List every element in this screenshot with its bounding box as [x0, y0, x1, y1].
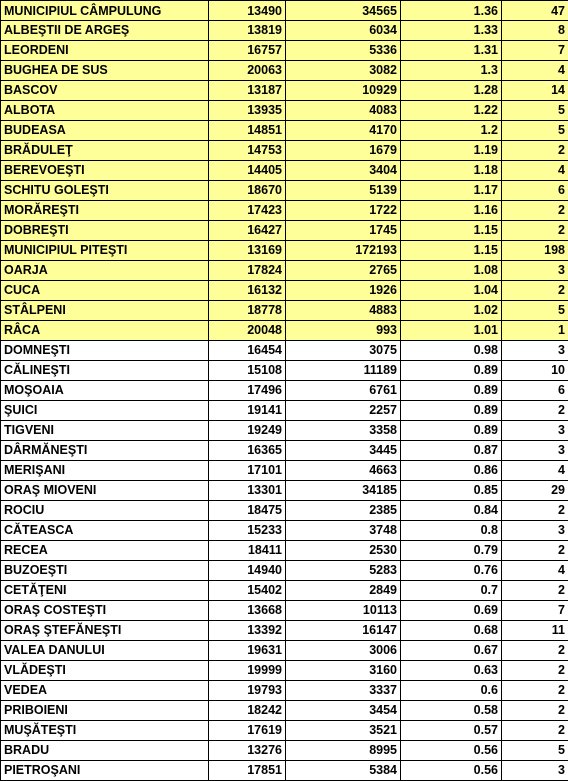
cell-count[interactable]: 2 [502, 401, 568, 421]
cell-population[interactable]: 172193 [286, 241, 401, 261]
cell-population[interactable]: 6761 [286, 381, 401, 401]
cell-count[interactable]: 2 [502, 141, 568, 161]
cell-count[interactable]: 2 [502, 641, 568, 661]
cell-count[interactable]: 3 [502, 261, 568, 281]
table-row [1, 441, 568, 461]
cell-code[interactable]: 14940 [209, 561, 286, 581]
cell-count[interactable]: 2 [502, 701, 568, 721]
cell-locality-name[interactable]: ORAŞ ŞTEFĂNEŞTI [1, 621, 209, 641]
cell-ratio[interactable]: 0.87 [401, 441, 502, 461]
cell-locality-name[interactable]: DÂRMĂNEŞTI [1, 441, 209, 461]
cell-population[interactable]: 1722 [286, 201, 401, 221]
table-row [1, 581, 568, 601]
cell-count[interactable]: 2 [502, 681, 568, 701]
table-row [1, 501, 568, 521]
cell-ratio[interactable]: 0.56 [401, 761, 502, 781]
cell-ratio[interactable]: 1.36 [401, 1, 502, 21]
cell-population[interactable]: 3748 [286, 521, 401, 541]
cell-ratio[interactable]: 0.68 [401, 621, 502, 641]
table-row [1, 21, 568, 41]
cell-population[interactable]: 10929 [286, 81, 401, 101]
cell-locality-name[interactable]: SCHITU GOLEŞTI [1, 181, 209, 201]
cell-ratio[interactable]: 1.16 [401, 201, 502, 221]
cell-locality-name[interactable]: BUGHEA DE SUS [1, 61, 209, 81]
cell-ratio[interactable]: 0.79 [401, 541, 502, 561]
table-row [1, 61, 568, 81]
cell-code[interactable]: 13301 [209, 481, 286, 501]
table-row [1, 81, 568, 101]
table-row [1, 701, 568, 721]
cell-population[interactable]: 8995 [286, 741, 401, 761]
cell-population[interactable]: 3082 [286, 61, 401, 81]
cell-count[interactable]: 1 [502, 321, 568, 341]
cell-population[interactable]: 3075 [286, 341, 401, 361]
cell-code[interactable]: 16132 [209, 281, 286, 301]
cell-population[interactable]: 1679 [286, 141, 401, 161]
cell-code[interactable]: 15402 [209, 581, 286, 601]
cell-ratio[interactable]: 0.84 [401, 501, 502, 521]
cell-locality-name[interactable]: BUZOEŞTI [1, 561, 209, 581]
cell-locality-name[interactable]: BUDEASA [1, 121, 209, 141]
cell-count[interactable]: 5 [502, 101, 568, 121]
cell-ratio[interactable]: 0.6 [401, 681, 502, 701]
cell-population[interactable]: 3445 [286, 441, 401, 461]
table-row [1, 721, 568, 741]
cell-ratio[interactable]: 0.85 [401, 481, 502, 501]
cell-ratio[interactable]: 1.2 [401, 121, 502, 141]
cell-code[interactable]: 18778 [209, 301, 286, 321]
table-row [1, 241, 568, 261]
cell-locality-name[interactable]: MERIŞANI [1, 461, 209, 481]
table-row [1, 561, 568, 581]
cell-locality-name[interactable]: BEREVOEŞTI [1, 161, 209, 181]
cell-ratio[interactable]: 1.15 [401, 241, 502, 261]
cell-code[interactable]: 17824 [209, 261, 286, 281]
cell-locality-name[interactable]: ALBOTA [1, 101, 209, 121]
cell-population[interactable]: 3337 [286, 681, 401, 701]
cell-population[interactable]: 3006 [286, 641, 401, 661]
cell-code[interactable]: 16427 [209, 221, 286, 241]
cell-code[interactable]: 16365 [209, 441, 286, 461]
cell-code[interactable]: 20063 [209, 61, 286, 81]
cell-population[interactable]: 993 [286, 321, 401, 341]
table-row [1, 261, 568, 281]
cell-count[interactable]: 2 [502, 721, 568, 741]
table-row [1, 541, 568, 561]
cell-population[interactable]: 2765 [286, 261, 401, 281]
cell-code[interactable]: 15108 [209, 361, 286, 381]
cell-ratio[interactable]: 0.89 [401, 381, 502, 401]
cell-code[interactable]: 17423 [209, 201, 286, 221]
cell-code[interactable]: 19249 [209, 421, 286, 441]
cell-locality-name[interactable]: TIGVENI [1, 421, 209, 441]
cell-ratio[interactable]: 1.04 [401, 281, 502, 301]
cell-code[interactable]: 16757 [209, 41, 286, 61]
cell-locality-name[interactable]: MUNICIPIUL PITEŞTI [1, 241, 209, 261]
table-row [1, 421, 568, 441]
cell-locality-name[interactable]: ŞUICI [1, 401, 209, 421]
cell-count[interactable]: 7 [502, 601, 568, 621]
cell-locality-name[interactable]: CĂTEASCA [1, 521, 209, 541]
cell-code[interactable]: 13276 [209, 741, 286, 761]
table-row [1, 281, 568, 301]
cell-count[interactable]: 5 [502, 121, 568, 141]
cell-ratio[interactable]: 0.98 [401, 341, 502, 361]
cell-ratio[interactable]: 0.63 [401, 661, 502, 681]
cell-count[interactable]: 2 [502, 541, 568, 561]
cell-ratio[interactable]: 0.76 [401, 561, 502, 581]
cell-code[interactable]: 16454 [209, 341, 286, 361]
cell-locality-name[interactable]: OARJA [1, 261, 209, 281]
table-row [1, 641, 568, 661]
cell-count[interactable]: 3 [502, 761, 568, 781]
cell-code[interactable]: 14851 [209, 121, 286, 141]
cell-code[interactable]: 15233 [209, 521, 286, 541]
table-row [1, 661, 568, 681]
cell-ratio[interactable]: 0.7 [401, 581, 502, 601]
cell-locality-name[interactable]: LEORDENI [1, 41, 209, 61]
cell-code[interactable]: 19141 [209, 401, 286, 421]
cell-code[interactable]: 18670 [209, 181, 286, 201]
cell-code[interactable]: 14753 [209, 141, 286, 161]
cell-code[interactable]: 18475 [209, 501, 286, 521]
cell-code[interactable]: 18411 [209, 541, 286, 561]
cell-code[interactable]: 19793 [209, 681, 286, 701]
cell-population[interactable]: 1926 [286, 281, 401, 301]
cell-count[interactable]: 5 [502, 301, 568, 321]
cell-code[interactable]: 14405 [209, 161, 286, 181]
table-row [1, 41, 568, 61]
cell-ratio[interactable]: 1.22 [401, 101, 502, 121]
cell-code[interactable]: 17496 [209, 381, 286, 401]
cell-ratio[interactable]: 1.08 [401, 261, 502, 281]
cell-ratio[interactable]: 0.67 [401, 641, 502, 661]
cell-population[interactable]: 2385 [286, 501, 401, 521]
cell-count[interactable]: 2 [502, 661, 568, 681]
cell-code[interactable]: 13169 [209, 241, 286, 261]
cell-population[interactable]: 5384 [286, 761, 401, 781]
cell-count[interactable]: 4 [502, 561, 568, 581]
cell-locality-name[interactable]: DOMNEŞTI [1, 341, 209, 361]
cell-count[interactable]: 4 [502, 461, 568, 481]
table-row [1, 521, 568, 541]
cell-ratio[interactable]: 1.18 [401, 161, 502, 181]
cell-count[interactable]: 2 [502, 501, 568, 521]
table-row [1, 121, 568, 141]
cell-locality-name[interactable]: MORĂREŞTI [1, 201, 209, 221]
cell-locality-name[interactable]: PRIBOIENI [1, 701, 209, 721]
cell-code[interactable]: 18242 [209, 701, 286, 721]
cell-code[interactable]: 19631 [209, 641, 286, 661]
cell-ratio[interactable]: 1.17 [401, 181, 502, 201]
table-row [1, 221, 568, 241]
table-row [1, 621, 568, 641]
cell-locality-name[interactable]: DOBREŞTI [1, 221, 209, 241]
cell-population[interactable]: 3521 [286, 721, 401, 741]
table-row [1, 741, 568, 761]
cell-count[interactable]: 2 [502, 221, 568, 241]
table-row [1, 161, 568, 181]
cell-ratio[interactable]: 1.01 [401, 321, 502, 341]
cell-ratio[interactable]: 0.69 [401, 601, 502, 621]
cell-ratio[interactable]: 0.57 [401, 721, 502, 741]
cell-count[interactable]: 14 [502, 81, 568, 101]
table-row [1, 341, 568, 361]
cell-population[interactable]: 4883 [286, 301, 401, 321]
cell-locality-name[interactable]: ALBEŞTII DE ARGEŞ [1, 21, 209, 41]
cell-count[interactable]: 2 [502, 201, 568, 221]
cell-count[interactable]: 3 [502, 521, 568, 541]
cell-population[interactable]: 3404 [286, 161, 401, 181]
cell-locality-name[interactable]: MUNICIPIUL CÂMPULUNG [1, 1, 209, 21]
cell-count[interactable]: 6 [502, 181, 568, 201]
cell-ratio[interactable]: 1.3 [401, 61, 502, 81]
cell-population[interactable]: 10113 [286, 601, 401, 621]
cell-locality-name[interactable]: VLĂDEŞTI [1, 661, 209, 681]
cell-count[interactable]: 10 [502, 361, 568, 381]
cell-code[interactable]: 17101 [209, 461, 286, 481]
table-row [1, 681, 568, 701]
cell-locality-name[interactable]: BRADU [1, 741, 209, 761]
cell-count[interactable]: 5 [502, 741, 568, 761]
cell-population[interactable]: 4083 [286, 101, 401, 121]
cell-population[interactable]: 16147 [286, 621, 401, 641]
cell-ratio[interactable]: 0.56 [401, 741, 502, 761]
cell-count[interactable]: 4 [502, 161, 568, 181]
cell-count[interactable]: 8 [502, 21, 568, 41]
cell-locality-name[interactable]: ROCIU [1, 501, 209, 521]
table-row [1, 301, 568, 321]
cell-ratio[interactable]: 1.28 [401, 81, 502, 101]
cell-population[interactable]: 2849 [286, 581, 401, 601]
cell-count[interactable]: 3 [502, 441, 568, 461]
cell-ratio[interactable]: 1.19 [401, 141, 502, 161]
cell-population[interactable]: 3358 [286, 421, 401, 441]
cell-ratio[interactable]: 1.31 [401, 41, 502, 61]
cell-code[interactable]: 19999 [209, 661, 286, 681]
cell-code[interactable]: 17851 [209, 761, 286, 781]
cell-ratio[interactable]: 0.89 [401, 361, 502, 381]
cell-code[interactable]: 13819 [209, 21, 286, 41]
table-row [1, 461, 568, 481]
cell-ratio[interactable]: 0.89 [401, 421, 502, 441]
cell-count[interactable]: 198 [502, 241, 568, 261]
cell-count[interactable]: 29 [502, 481, 568, 501]
cell-population[interactable]: 1745 [286, 221, 401, 241]
table-row [1, 601, 568, 621]
cell-code[interactable]: 13392 [209, 621, 286, 641]
cell-locality-name[interactable]: CETĂŢENI [1, 581, 209, 601]
cell-population[interactable]: 5336 [286, 41, 401, 61]
table-row [1, 1, 568, 21]
table-row [1, 361, 568, 381]
cell-population[interactable]: 6034 [286, 21, 401, 41]
cell-locality-name[interactable]: MUŞĂTEŞTI [1, 721, 209, 741]
cell-count[interactable]: 47 [502, 1, 568, 21]
cell-code[interactable]: 17619 [209, 721, 286, 741]
cell-code[interactable]: 13668 [209, 601, 286, 621]
cell-population[interactable]: 11189 [286, 361, 401, 381]
cell-count[interactable]: 11 [502, 621, 568, 641]
cell-locality-name[interactable]: ORAŞ COSTEŞTI [1, 601, 209, 621]
cell-locality-name[interactable]: BRĂDULEŢ [1, 141, 209, 161]
cell-ratio[interactable]: 0.8 [401, 521, 502, 541]
cell-code[interactable]: 20048 [209, 321, 286, 341]
cell-count[interactable]: 4 [502, 61, 568, 81]
table-row [1, 141, 568, 161]
cell-population[interactable]: 2257 [286, 401, 401, 421]
cell-locality-name[interactable]: RECEA [1, 541, 209, 561]
cell-count[interactable]: 6 [502, 381, 568, 401]
cell-ratio[interactable]: 0.86 [401, 461, 502, 481]
cell-ratio[interactable]: 0.89 [401, 401, 502, 421]
cell-locality-name[interactable]: MOŞOAIA [1, 381, 209, 401]
cell-locality-name[interactable]: VEDEA [1, 681, 209, 701]
cell-code[interactable]: 13490 [209, 1, 286, 21]
cell-count[interactable]: 2 [502, 281, 568, 301]
cell-locality-name[interactable]: CUCA [1, 281, 209, 301]
cell-locality-name[interactable]: CĂLINEŞTI [1, 361, 209, 381]
cell-count[interactable]: 3 [502, 341, 568, 361]
table-row [1, 201, 568, 221]
table-row [1, 381, 568, 401]
table-row [1, 761, 568, 781]
table-row [1, 401, 568, 421]
cell-code[interactable]: 13187 [209, 81, 286, 101]
table-row [1, 321, 568, 341]
cell-population[interactable]: 3160 [286, 661, 401, 681]
cell-population[interactable]: 4663 [286, 461, 401, 481]
cell-locality-name[interactable]: PIETROŞANI [1, 761, 209, 781]
cell-population[interactable]: 4170 [286, 121, 401, 141]
cell-ratio[interactable]: 1.02 [401, 301, 502, 321]
cell-ratio[interactable]: 0.58 [401, 701, 502, 721]
table-body [1, 1, 568, 781]
cell-population[interactable]: 2530 [286, 541, 401, 561]
cell-population[interactable]: 5139 [286, 181, 401, 201]
cell-locality-name[interactable]: BASCOV [1, 81, 209, 101]
cell-code[interactable]: 13935 [209, 101, 286, 121]
cell-count[interactable]: 7 [502, 41, 568, 61]
table-row [1, 181, 568, 201]
cell-count[interactable]: 3 [502, 421, 568, 441]
table-row [1, 101, 568, 121]
table-row [1, 481, 568, 501]
cell-population[interactable]: 5283 [286, 561, 401, 581]
cell-locality-name[interactable]: STÂLPENI [1, 301, 209, 321]
cell-ratio[interactable]: 1.33 [401, 21, 502, 41]
cell-population[interactable]: 34185 [286, 481, 401, 501]
cell-locality-name[interactable]: VALEA DANULUI [1, 641, 209, 661]
cell-count[interactable]: 2 [502, 581, 568, 601]
cell-locality-name[interactable]: RÂCA [1, 321, 209, 341]
cell-population[interactable]: 3454 [286, 701, 401, 721]
cell-population[interactable]: 34565 [286, 1, 401, 21]
cell-ratio[interactable]: 1.15 [401, 221, 502, 241]
cell-locality-name[interactable]: ORAŞ MIOVENI [1, 481, 209, 501]
